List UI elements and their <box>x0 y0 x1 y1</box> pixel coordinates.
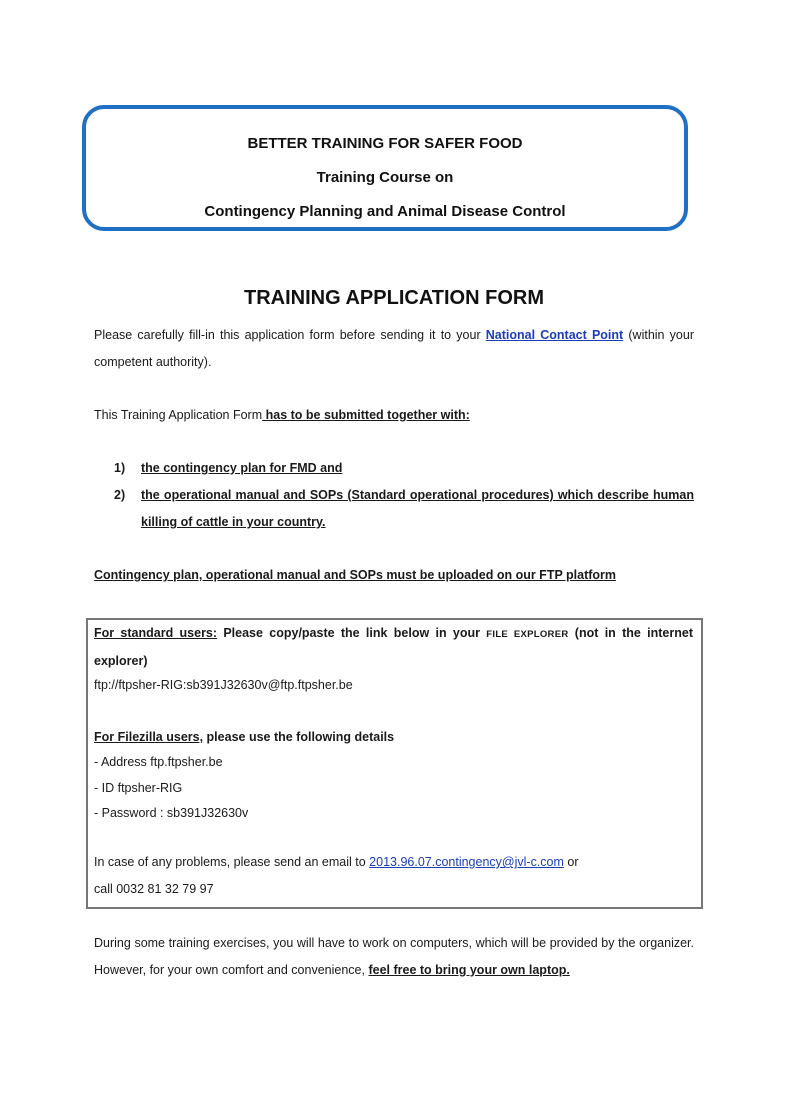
ftp-instructions-box <box>86 618 703 909</box>
list-item <box>114 455 694 482</box>
closing-paragraph <box>94 930 694 984</box>
standard-users-instructions <box>94 620 693 674</box>
filezilla-heading <box>94 724 693 750</box>
intro-text-after: (within your competent authority). <box>94 328 694 369</box>
problems-suffix: or <box>563 855 579 869</box>
problems-contact <box>94 849 693 875</box>
standard-users-suffix: (not in the internet explorer) <box>94 626 693 668</box>
closing-text: During some training exercises, you will have to work on computers, which will be provided by the organizer. However, for your own comfort and convenience, <box>94 936 694 977</box>
intro-text: Please carefully fill-in this application form before sending it to your <box>94 328 486 342</box>
national-contact-point-link[interactable]: National Contact Point <box>485 328 624 342</box>
standard-users-text: Please copy/paste the link below in your <box>217 626 487 640</box>
filezilla-label: For Filezilla users, <box>94 730 204 744</box>
list-item-text: the contingency plan for FMD and <box>141 461 343 475</box>
filezilla-text: please use the following details <box>203 730 395 744</box>
ftp-link[interactable]: ftp://ftpsher-RIG:sb391J32630v@ftp.ftpsher.be <box>94 678 353 692</box>
intro-paragraph <box>94 322 694 376</box>
ftp-address: - Address ftp.ftpsher.be <box>94 755 223 769</box>
file-explorer-label: FILE EXPLORER <box>486 629 569 640</box>
contact-phone: call 0032 81 32 79 97 <box>94 882 214 896</box>
submit-requirement <box>94 402 694 429</box>
list-item-number: 2) <box>114 488 126 502</box>
list-item-text: the operational manual and SOPs (Standard operational procedures) which describe human killing of cattle in your country. <box>141 488 694 529</box>
list-item <box>114 482 694 536</box>
page-title: TRAINING APPLICATION FORM <box>244 287 544 309</box>
banner-course-title: Contingency Planning and Animal Disease Control <box>204 203 566 220</box>
problems-prefix: In case of any problems, please send an email to <box>94 855 370 869</box>
ftp-id: - ID ftpsher-RIG <box>94 781 183 795</box>
submit-emphasis: has to be submitted together with: <box>262 408 470 422</box>
ftp-password: - Password : sb391J32630v <box>94 806 249 820</box>
standard-users-label: For standard users: <box>94 626 218 640</box>
course-banner <box>82 105 688 231</box>
closing-emphasis: feel free to bring your own laptop. <box>368 963 570 977</box>
banner-program-title: BETTER TRAINING FOR SAFER FOOD <box>247 135 523 152</box>
submit-prefix: This Training Application Form <box>94 408 263 422</box>
upload-note: Contingency plan, operational manual and SOPs must be uploaded on our FTP platform <box>94 568 617 582</box>
banner-course-label: Training Course on <box>316 169 454 186</box>
contact-email-link[interactable]: 2013.96.07.contingency@jvl-c.com <box>369 855 564 869</box>
list-item-number: 1) <box>114 461 126 475</box>
